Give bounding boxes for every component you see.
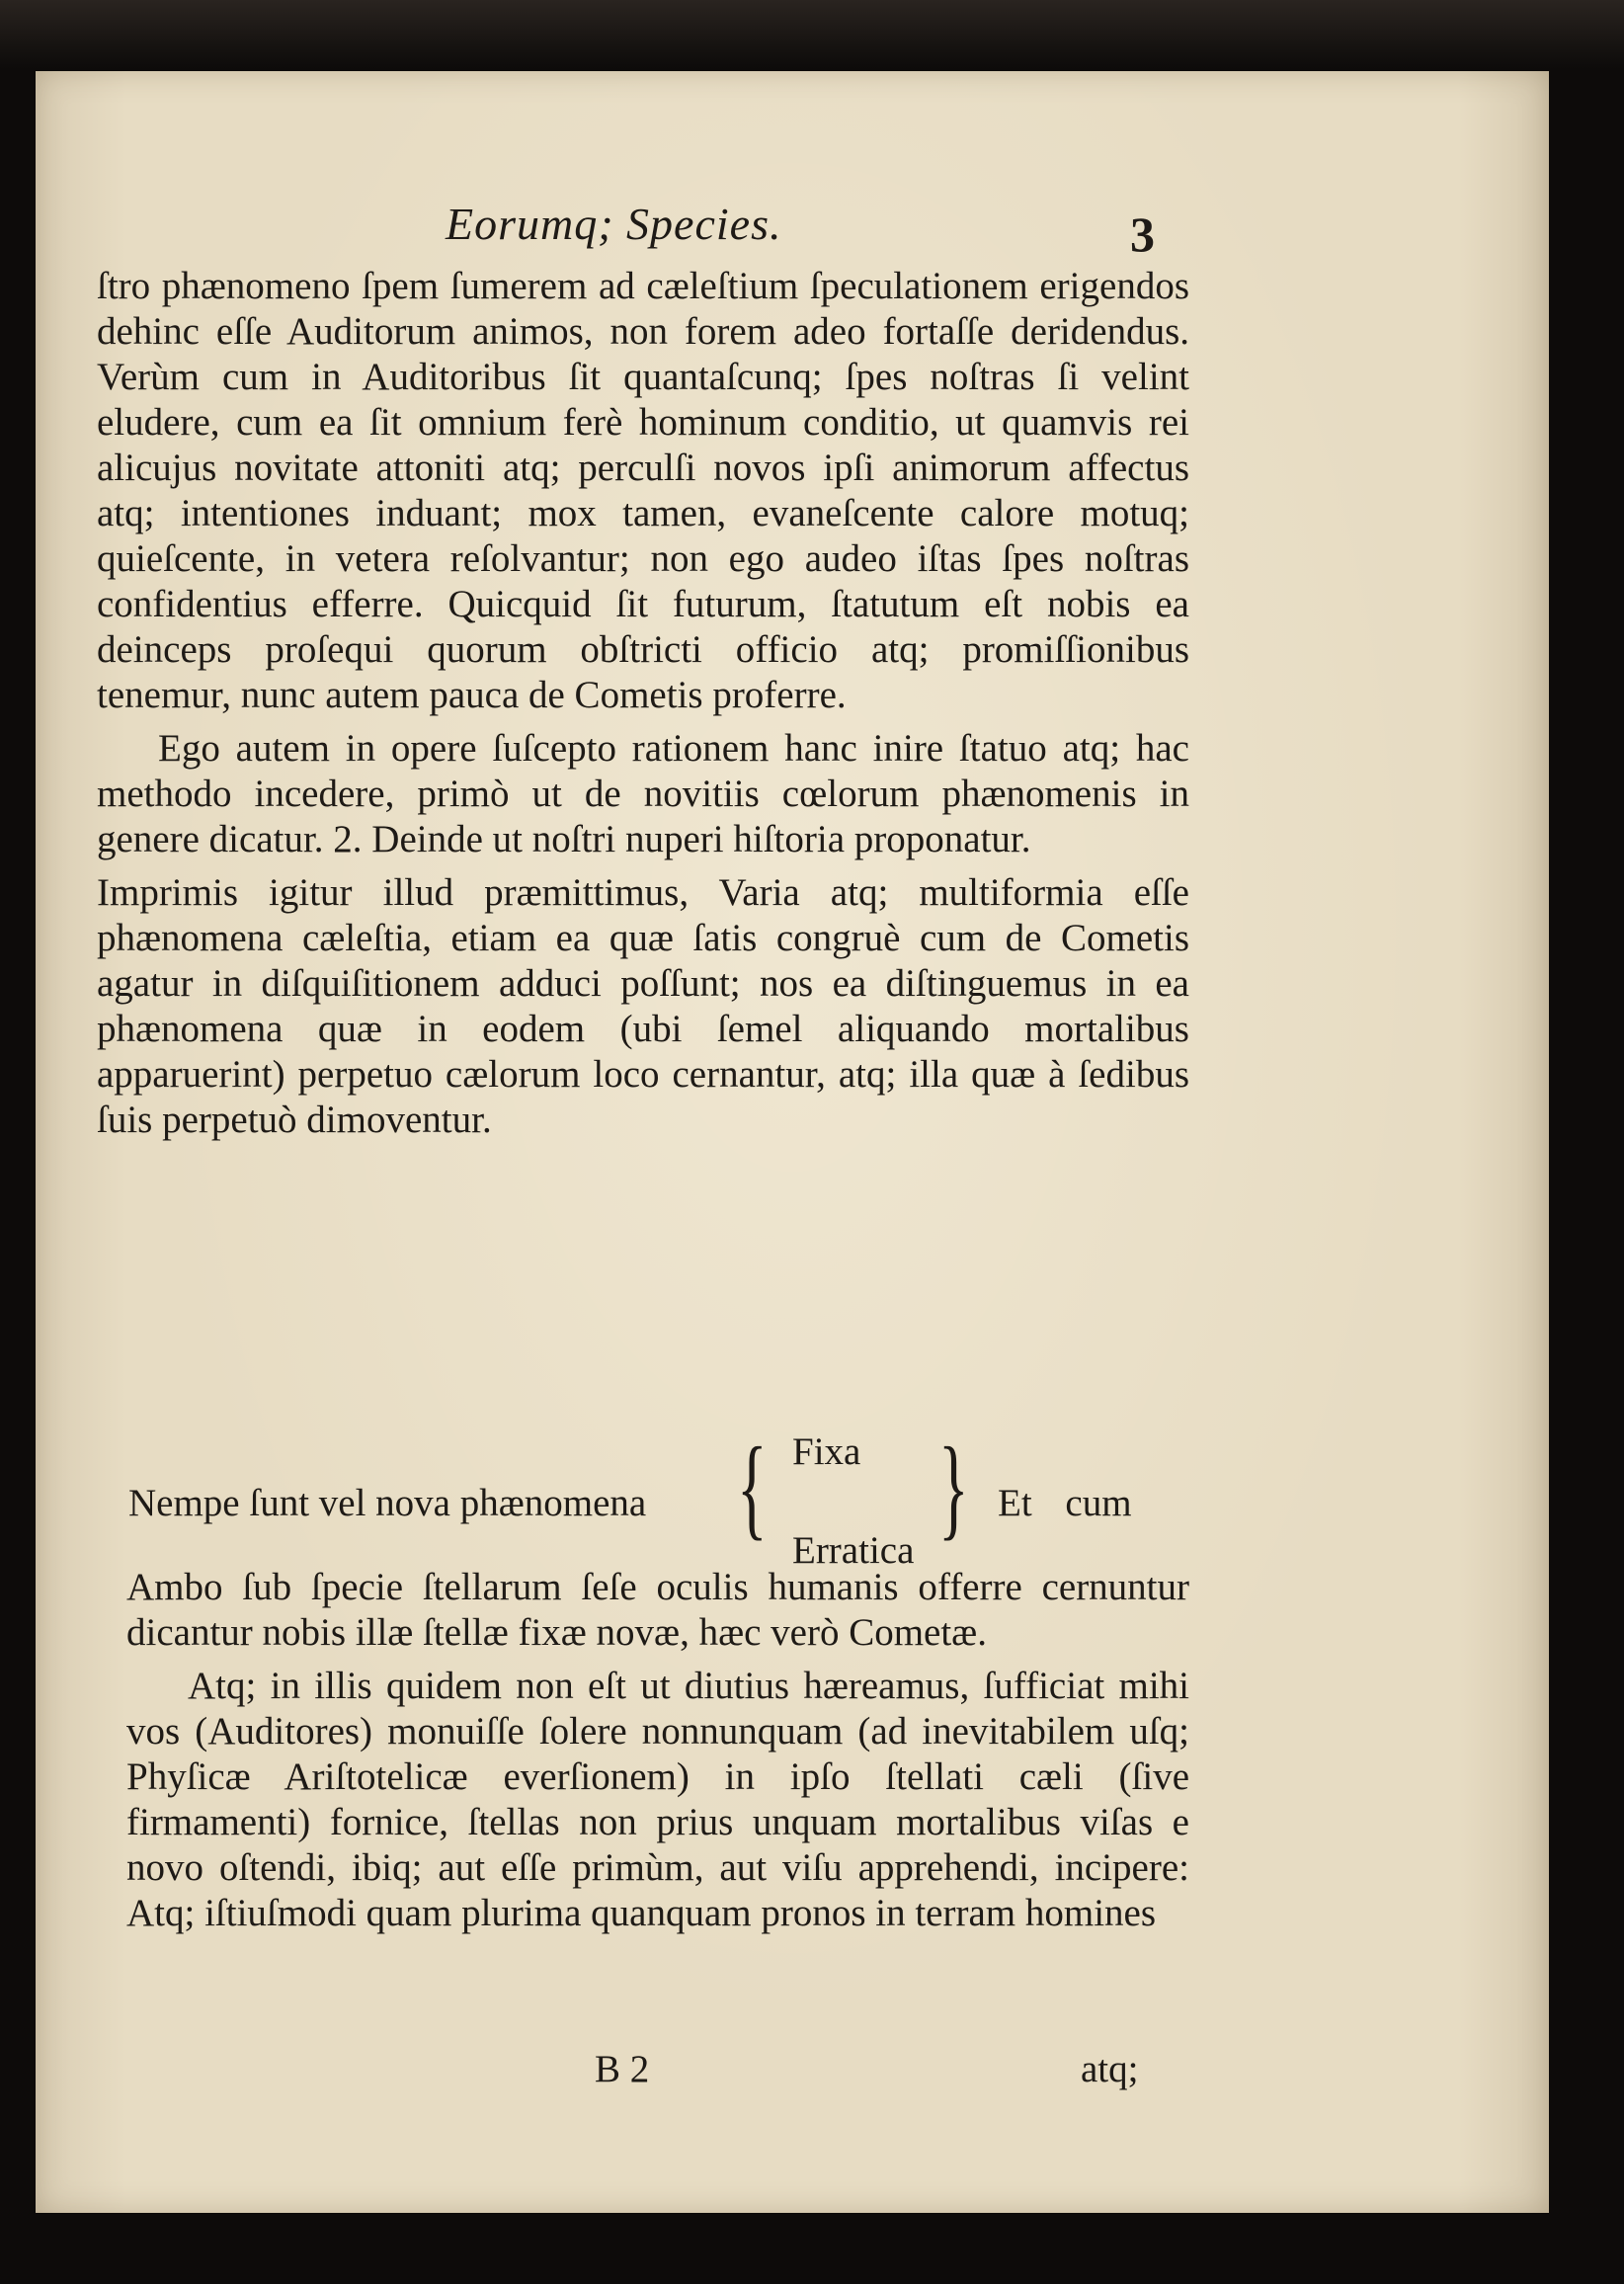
paragraph-5: Atq; in illis quidem non eſt ut diutius hæreamus, ſufficiat mihi vos (Auditores) monuiſſe ſolere nonnunquam (ad inevitabilem uſq; Phyſicæ Ariſtotelicæ everſionem) in ipſo ſtellati cæli (ſive firmamenti) fornice, ſtellas non prius unquam mortalibus viſas e novo oſtendi, ibiq; aut eſſe primùm, aut viſu apprehendi, incipere: Atq; iſtiuſmodi quam plurima quanquam pronos in terram homines (126, 1665, 1189, 1934)
classification-lead: Nempe ſunt vel nova phænomena (128, 1482, 647, 1524)
page-header (36, 198, 1549, 267)
running-head: Eorumq; Species. (446, 199, 782, 249)
main-text-block (97, 264, 1189, 1151)
signature-mark: B 2 (595, 2048, 650, 2090)
right-brace-icon: } (938, 1425, 969, 1551)
left-brace-icon: { (737, 1425, 768, 1551)
continuation-text-block (126, 1565, 1189, 1944)
classification-trail: Et cum (998, 1482, 1132, 1524)
paragraph-2: Ego autem in opere ſuſcepto rationem hanc inire ſtatuo atq; hac methodo incedere, primò ut de novitiis cœlorum phænomenis in genere dicatur. 2. Deinde ut noſtri nuperi hiſtoria proponatur. (97, 727, 1189, 860)
paragraph-4: Ambo ſub ſpecie ſtellarum ſeſe oculis humanis offerre cernuntur dicantur nobis illæ ſtellæ fixæ novæ, hæc verò Cometæ. (126, 1566, 1189, 1654)
classification-brace (128, 1425, 1195, 1578)
catchword: atq; (1081, 2048, 1139, 2090)
book-page (36, 71, 1549, 2213)
book-top-edge (0, 0, 1624, 69)
classification-option-fixa: Fixa (792, 1430, 861, 1473)
paragraph-3: Imprimis igitur illud præmittimus, Varia atq; multiformia eſſe phænomena cæleſtia, etiam ea quæ ſatis congruè cum de Cometis agatur in diſquiſitionem adduci poſſunt; nos ea diſtinguemus in ea phænomena quæ in eodem (ubi ſemel aliquando mortalibus apparuerint) perpetuo cælorum loco cernantur, atq; illa quæ à ſedibus ſuis perpetuò dimoventur. (97, 871, 1189, 1141)
page-number: 3 (1130, 206, 1155, 262)
paragraph-1: ſtro phænomeno ſpem ſumerem ad cæleſtium ſpeculationem erigendos dehinc eſſe Auditorum animos, non forem adeo fortaſſe deridendus. Verùm cum in Auditoribus ſit quantaſcunq; ſpes noſtras ſi velint eludere, cum ea ſit omnium ferè hominum conditio, ut quamvis rei alicujus novitate attoniti atq; perculſi novos ipſi animorum affectus atq; intentiones induant; mox tamen, evaneſcente calore motuq; quieſcente, in vetera reſolvantur; non ego audeo iſtas ſpes noſtras confidentius efferre. Quicquid ſit futurum, ſtatutum eſt nobis ea deinceps proſequi quorum obſtricti officio atq; promiſſionibus tenemur, nunc autem pauca de Cometis proferre. (97, 265, 1189, 716)
classification-option-erratica: Erratica (792, 1529, 915, 1572)
